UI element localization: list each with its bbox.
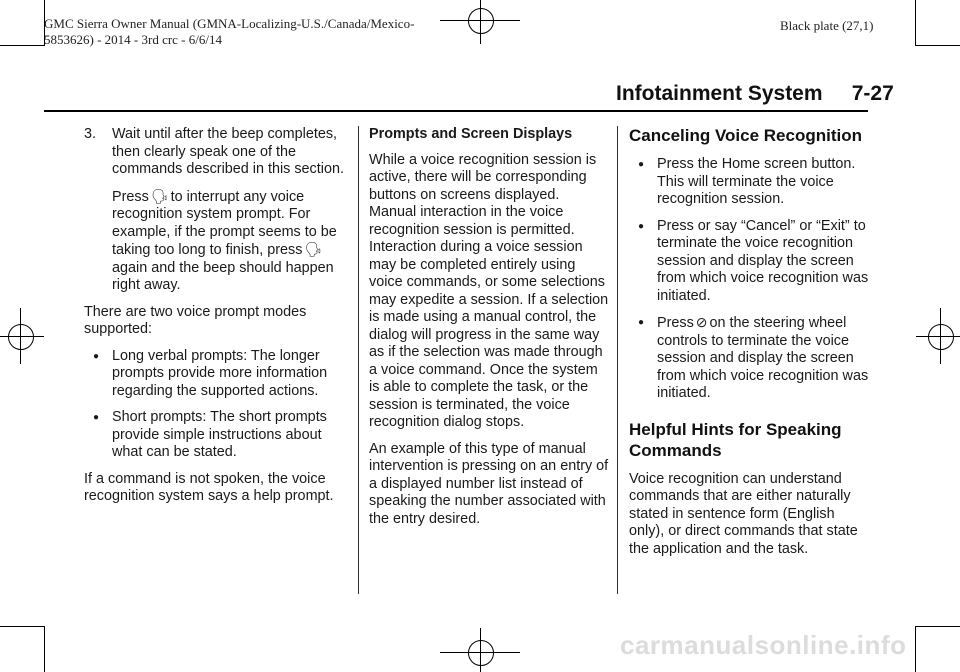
bullet-icon: ● [638,220,645,232]
column-divider [358,126,359,594]
print-header-right: Black plate (27,1) [780,18,874,33]
bullet-text: Press the Home screen button. This will terminate the voice recognition session. [657,156,856,207]
voice-talk-icon: 🗣︎ [304,241,323,257]
paragraph: While a voice recognition session is active, there will be corresponding buttons on screens displayed. Manual interaction in the voice recognition session is permitted. Interaction during a voice session may be completed entirely using voice commands, or some selections may expedite a session. If a selection is made using a manual control, the dialog will progress in the same way as if the selection was made through a voice command. Once the system is able to complete the task, or the session is terminated, the voice recognition dialog stops. [369,151,609,430]
end-call-icon: ⊘ [695,314,708,330]
registration-line [480,628,481,672]
modes-intro: There are two voice prompt modes supported: [84,303,307,337]
print-header-left [44,16,414,48]
bullet-text: Long verbal prompts: The longer prompts provide more information regarding the supported actions. [112,347,328,399]
list-item [629,314,869,403]
list-item [84,409,354,462]
press-b-post: again and the beep should happen right away. [112,259,334,293]
voice-talk-icon: 🗣︎ [150,187,169,204]
crop-mark [915,626,916,672]
paragraph: An example of this type of manual intervention is pressing on an entry of a displayed number list instead of speaking the number associated with the entry desired. [369,440,609,527]
bullet-text: Press [657,315,694,331]
step-text: Wait until after the beep completes, then clearly speak one of the commands described in this section. [112,126,344,177]
registration-mark-right [928,324,954,350]
crop-mark [916,626,960,627]
registration-mark-bottom [468,640,494,666]
bullet-text: on the steering wheel controls to terminate the voice session and display the screen from which voice recognition was initiated. [657,315,869,401]
section-title: Infotainment System [616,82,823,105]
registration-mark-top [468,8,494,34]
bullet-text: Press or say “Cancel” or “Exit” to terminate the voice recognition session and display the screen from which voice recognition was initiated. [657,217,869,304]
crop-mark [0,45,44,46]
page-header [616,82,894,106]
print-header-line2: 5853626) - 2014 - 3rd crc - 6/6/14 [44,32,222,47]
bullet-icon: ● [93,350,100,362]
bullet-icon: ● [638,159,645,170]
paragraph: Voice recognition can understand commands that are either naturally stated in sentence form (English only), or direct commands that state the application and the task. [629,470,858,557]
bullet-text: Short prompts: The short prompts provide simple instructions about what can be stated. [112,409,327,460]
bullet-icon: ● [93,412,100,423]
crop-mark [915,0,916,46]
list-item [84,348,354,401]
press-a-pre: Press [112,188,149,205]
watermark: carmanualsonline.info [620,630,907,660]
press-paragraph [84,188,354,295]
column-2 [369,126,609,537]
registration-line [940,308,941,364]
crop-mark [44,626,45,672]
bullet-icon: ● [638,317,645,328]
registration-mark-left [8,324,34,350]
list-item [629,156,869,209]
registration-line [480,0,481,44]
press-b-pre: press [267,242,303,258]
subheading: Prompts and Screen Displays [369,126,573,142]
registration-line [20,308,21,364]
crop-mark [0,626,44,627]
page-number: 7-27 [851,82,894,105]
closing-paragraph: If a command is not spoken, the voice recognition system says a help prompt. [84,470,334,504]
header-rule [44,110,868,112]
registration-line [0,336,44,337]
press-a-post: to interrupt any voice recognition system prompt. For example, if the prompt seems to be taking too long to finish, [112,188,337,258]
column-3 [629,126,869,567]
list-item [629,218,869,306]
column-divider [617,126,618,594]
column-1 [84,126,354,515]
numbered-step [84,126,354,179]
heading-helpful-hints: Helpful Hints for Speaking Commands [629,419,842,460]
registration-line [916,336,960,337]
crop-mark [916,45,960,46]
heading-canceling: Canceling Voice Recognition [629,126,862,145]
print-header-line1: GMC Sierra Owner Manual (GMNA-Localizing-U.S./Canada/Mexico- [44,16,415,31]
step-number: 3. [84,126,97,142]
